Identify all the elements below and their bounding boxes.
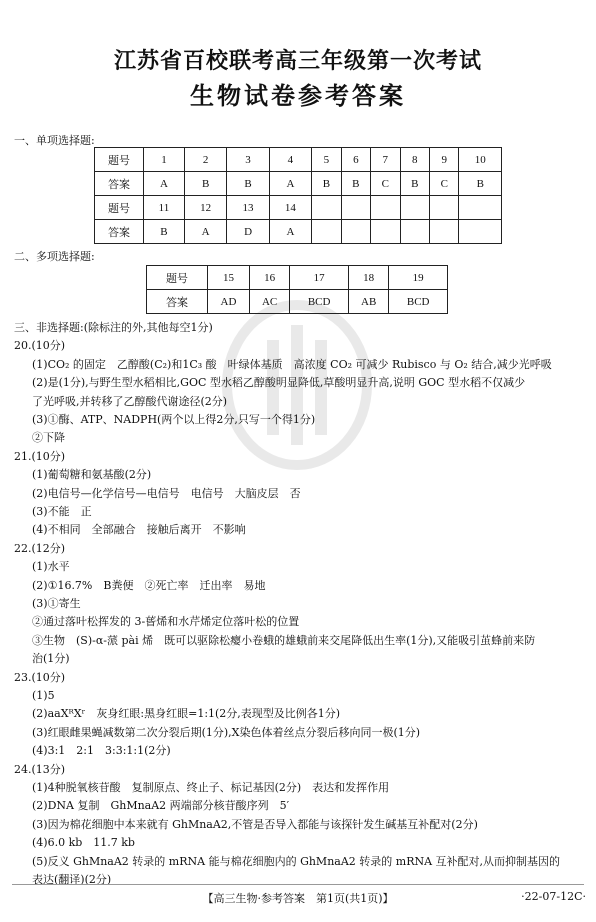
- answer-cell: 8: [400, 148, 429, 172]
- answer-line: (1)5: [32, 689, 55, 702]
- table-row: [147, 266, 448, 290]
- answer-line: 表达(翻译)(2分): [32, 873, 112, 886]
- answer-cell: A: [269, 220, 311, 244]
- answer-cell: 10: [459, 148, 502, 172]
- answer-cell: [341, 196, 370, 220]
- answer-line: 20.(10分): [14, 339, 66, 353]
- answer-cell: C: [430, 172, 459, 196]
- answer-line: (3)①寄生: [32, 597, 81, 610]
- answer-cell: 16: [249, 266, 289, 290]
- answer-cell: B: [341, 172, 370, 196]
- answer-cell: 5: [312, 148, 341, 172]
- answer-cell: 14: [269, 196, 311, 220]
- row-header-cell: 答案: [147, 290, 208, 314]
- answer-line: 22.(12分): [14, 541, 66, 555]
- document-title: 江苏省百校联考高三年级第一次考试: [113, 49, 482, 74]
- answer-line: (4)3:1 2:1 3:3:1:1(2分): [32, 744, 171, 758]
- answer-cell: BCD: [290, 290, 349, 314]
- answer-cell: 17: [290, 266, 349, 290]
- footer-page-info: 【高三生物·参考答案 第1页(共1页)】: [202, 892, 394, 905]
- single-choice-heading: 一、单项选择题:: [14, 134, 95, 147]
- answer-cell: B: [400, 172, 429, 196]
- answer-cell: 13: [227, 196, 269, 220]
- answer-cell: 7: [371, 148, 400, 172]
- answer-line: (3)因为棉花细胞中本来就有 GhMnaA2,不管是否导入都能与该探针发生碱基互补配对(2分): [32, 817, 478, 831]
- answer-cell: BCD: [389, 290, 448, 314]
- table-row: [95, 196, 502, 220]
- answer-line: (1)4种脱氧核苷酸 复制原点、终止子、标记基因(2分) 表达和发挥作用: [32, 781, 390, 794]
- answer-cell: AB: [348, 290, 388, 314]
- answer-cell: [430, 196, 459, 220]
- answer-cell: D: [227, 220, 269, 244]
- answer-cell: 18: [348, 266, 388, 290]
- answer-line: (1)CO₂ 的固定 乙醇酸(C₂)和1C₃ 酸 叶绿体基质 高浓度 CO₂ 可减少 Rubisco 与 O₂ 结合,减少光呼吸: [32, 357, 552, 371]
- answer-cell: A: [184, 220, 226, 244]
- answer-line: ②下降: [32, 431, 65, 445]
- answer-line: (1)葡萄糖和氨基酸(2分): [32, 468, 152, 482]
- answer-cell: 19: [389, 266, 448, 290]
- answer-cell: [312, 220, 341, 244]
- multi-choice-table: [146, 265, 448, 314]
- answer-cell: A: [144, 172, 185, 196]
- answer-cell: B: [312, 172, 341, 196]
- answer-cell: [371, 220, 400, 244]
- answer-cell: 4: [269, 148, 311, 172]
- answer-line: (3)①酶、ATP、NADPH(两个以上得2分,只写一个得1分): [32, 413, 316, 426]
- answer-cell: C: [371, 172, 400, 196]
- answer-cell: 9: [430, 148, 459, 172]
- table-row: [147, 290, 448, 314]
- answer-line: (2)DNA 复制 GhMnaA2 两端部分核苷酸序列 5′: [32, 799, 290, 813]
- answer-line: (3)红眼雌果蝇减数第二次分裂后期(1分),X染色体着丝点分裂后移向同一极(1分): [32, 725, 421, 739]
- answer-line: 23.(10分): [14, 670, 66, 684]
- footer-code: ·22-07-12C·: [521, 890, 586, 903]
- answer-line: (2)①16.7% B粪便 ②死亡率 迁出率 易地: [32, 578, 266, 592]
- answer-cell: 2: [184, 148, 226, 172]
- answer-cell: 6: [341, 148, 370, 172]
- answer-cell: B: [459, 172, 502, 196]
- answer-line: (3)不能 正: [32, 505, 92, 518]
- answer-line: (4)不相同 全部融合 接触后离开 不影响: [32, 523, 246, 537]
- answer-line: (2)aaXᴿXʳ 灰身红眼:黑身红眼=1:1(2分,表现型及比例各1分): [32, 707, 341, 721]
- answer-cell: [341, 220, 370, 244]
- answer-cell: AD: [208, 290, 250, 314]
- answer-line: 治(1分): [32, 652, 70, 666]
- answer-line: (5)反义 GhMnaA2 转录的 mRNA 能与棉花细胞内的 GhMnaA2 转录的 mRNA 互补配对,从而抑制基因的: [32, 854, 561, 868]
- row-header-cell: 答案: [95, 172, 144, 196]
- answer-cell: 12: [184, 196, 226, 220]
- answer-line: 了光呼吸,并转移了乙醇酸代谢途径(2分): [32, 394, 228, 408]
- answer-cell: 15: [208, 266, 250, 290]
- row-header-cell: 题号: [95, 148, 144, 172]
- answer-cell: [430, 220, 459, 244]
- answer-line: ②通过落叶松挥发的 3-蒈烯和水芹烯定位落叶松的位置: [32, 615, 300, 629]
- answer-cell: [459, 220, 502, 244]
- answer-cell: [400, 220, 429, 244]
- row-header-cell: 题号: [147, 266, 208, 290]
- answer-cell: B: [184, 172, 226, 196]
- answer-cell: [371, 196, 400, 220]
- table-row: [95, 148, 502, 172]
- answer-cell: [312, 196, 341, 220]
- answer-line: (1)水平: [32, 560, 70, 574]
- answer-cell: [400, 196, 429, 220]
- answer-line: (4)6.0 kb 11.7 kb: [32, 836, 135, 850]
- answer-line: (2)是(1分),与野生型水稻相比,GOC 型水稻乙醇酸明显降低,草酸明显升高,说明 GOC 型水稻不仅减少: [32, 376, 526, 390]
- answer-line: 三、非选择题:(除标注的外,其他每空1分): [14, 321, 213, 334]
- table-row: [95, 172, 502, 196]
- answer-cell: A: [269, 172, 311, 196]
- table-row: [95, 220, 502, 244]
- single-choice-table: [94, 147, 502, 244]
- answer-cell: B: [144, 220, 185, 244]
- footer-divider: [12, 884, 584, 885]
- answer-cell: 3: [227, 148, 269, 172]
- row-header-cell: 答案: [95, 220, 144, 244]
- multi-choice-heading: 二、多项选择题:: [14, 250, 95, 263]
- answer-line: 24.(13分): [14, 762, 66, 776]
- answer-line: (2)电信号—化学信号—电信号 电信号 大脑皮层 否: [32, 486, 301, 500]
- answer-cell: 1: [144, 148, 185, 172]
- answer-cell: B: [227, 172, 269, 196]
- row-header-cell: 题号: [95, 196, 144, 220]
- answer-cell: [459, 196, 502, 220]
- answer-line: 21.(10分): [14, 449, 66, 463]
- answer-cell: AC: [249, 290, 289, 314]
- answer-cell: 11: [144, 196, 185, 220]
- document-subtitle: 生物试卷参考答案: [190, 82, 406, 110]
- answer-line: ③生物 (S)-α-蒎 pài 烯 既可以驱除松瘿小卷蛾的雄蛾前来交尾降低出生率(1分),又能吸引茧蜂前来防: [32, 633, 536, 647]
